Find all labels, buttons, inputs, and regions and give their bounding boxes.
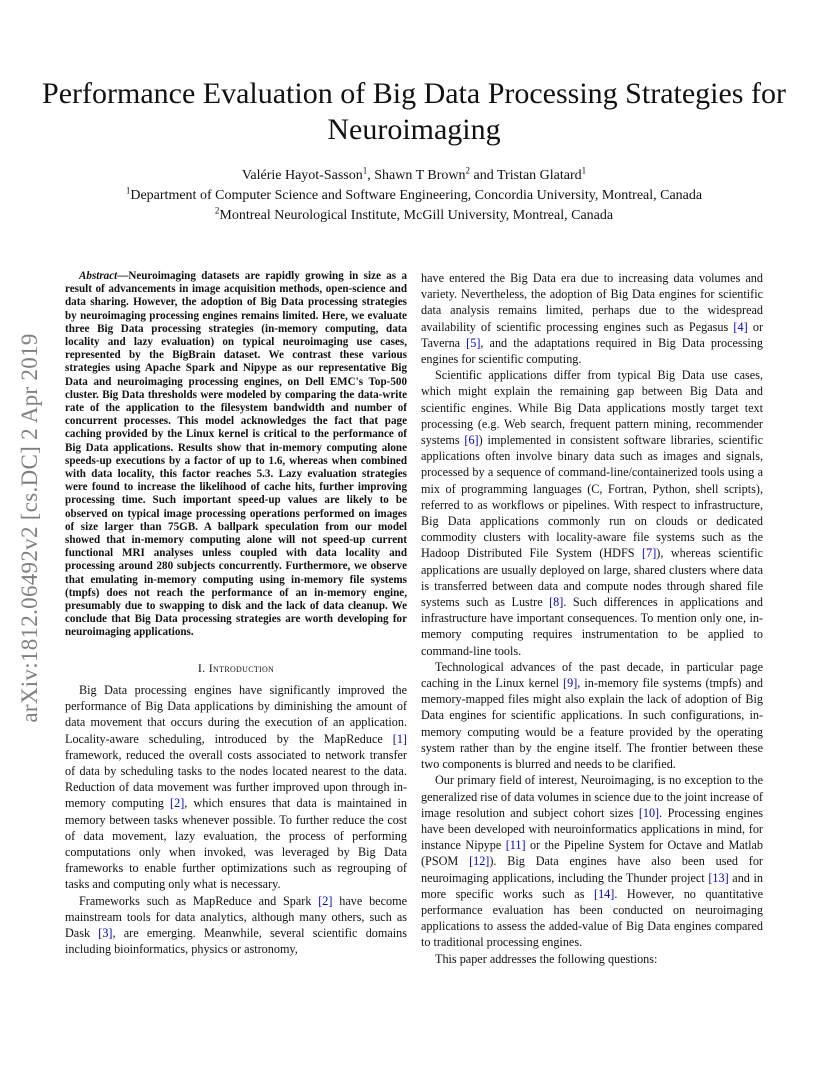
- paragraph-text: , which ensures that data is maintained in memory between tasks whenever possible. To further reduce the cost of data movement, lazy evaluation, the process of performing computations only when invoked, was leveraged by Big Data frameworks to enable further optimizations such as regrouping of tasks and computing only what is necessary.: [65, 796, 407, 892]
- left-column: [65, 270, 407, 957]
- paragraph-text: , in-memory file systems (tmpfs) and memory-mapped files might also explain the lack of adoption of Big Data engines for scientific applications. In such configurations, in-memory computing would be a feature provided by the operating system rather than by the engine itself. The frontier between these two components is blurred and needs to be clarified.: [421, 676, 763, 772]
- right-column: [421, 270, 763, 967]
- affiliation-text: Montreal Neurological Institute, McGill University, Montreal, Canada: [219, 208, 614, 223]
- citation-link[interactable]: [7]: [642, 546, 657, 561]
- citation-link[interactable]: [4]: [733, 319, 748, 334]
- paragraph-text: ). Big Data engines have also been used for neuroimaging applications, including the Thunder project: [421, 854, 763, 885]
- paragraph-text: or the Pipeline System for Octave and Matlab (PSOM: [421, 838, 763, 869]
- affiliation-2: [40, 206, 788, 226]
- affiliation-marker: 1: [362, 165, 368, 176]
- abstract-text: —Neuroimaging datasets are rapidly growing in size as a result of advancements in image acquisition methods, open-science and data sharing. However, the adoption of Big Data processing strategies by neuroimaging processing engines remains limited. Here, we evaluate three Big Data processing strategies (in-memory computing, data locality and lazy evaluation) on typical neuroimaging use cases, represented by the BigBrain dataset. We contrast these various strategies using Apache Spark and Nipype as our representative Big Data and neuroimaging processing engines, on Dell EMC's Top-500 cluster. Big Data thresholds were modeled by comparing the data-write rate of the application to the filesystem bandwidth and number of concurrent processes. This model acknowledges the fact that page caching provided by the Linux kernel is critical to the performance of Big Data applications. Results show that in-memory computing alone speeds-up executions by a factor of up to 1.6, whereas when combined with data locality, this factor reaches 5.3. Lazy evaluation strategies were found to increase the likelihood of cache hits, further improving processing time. Such important speed-up values are likely to be observed on typical image processing operations performed on images of size larger than 75GB. A ballpark speculation from our model showed that in-memory computing alone will not speed-up current functional MRI analyses unless coupled with data locality and processing around 280 subjects concurrently. Furthermore, we observe that emulating in-memory computing using in-memory file systems (tmpfs) does not reach the performance of an in-memory engine, presumably due to swapping to disk and the lack of data cleanup. We conclude that Big Data processing strategies are worth developing for neuroimaging applications.: [65, 270, 407, 639]
- affiliation-1: [40, 186, 788, 206]
- author-line: [40, 166, 788, 186]
- arxiv-identifier-stamp: [0, 298, 60, 758]
- body-paragraph: [421, 772, 763, 950]
- paragraph-text: Scientific applications differ from typical Big Data use cases, which might explain the remaining gap between Big Data and scientific engines. While Big Data applications mostly target text processing (e.g. Web search, frequent pattern mining, recommender systems: [421, 368, 763, 448]
- paragraph-text: . Processing engines have been developed with neuroinformatics applications in mind, for instance Nipype: [421, 805, 763, 853]
- body-paragraph: [421, 367, 763, 659]
- paragraph-text: ) implemented in consistent software libraries, scientific applications often involve binary data such as images and signals, processed by a sequence of command-line/containerized tools using a mix of programming languages (C, Fortran, Python, shell scripts), referred to as workflows or pipelines. With respect to infrastructure, Big Data applications commonly run on clouds or dedicated commodity clusters with locality-aware file systems such as the Hadoop Distributed File System (HDFS: [421, 433, 763, 561]
- arxiv-identifier: arXiv:1812.06492v2 [cs.DC] 2 Apr 2019: [17, 333, 42, 723]
- citation-link[interactable]: [11]: [505, 838, 526, 853]
- section-title: Introduction: [208, 660, 275, 675]
- citation-link[interactable]: [1]: [392, 731, 407, 746]
- citation-link[interactable]: [6]: [464, 433, 479, 448]
- section-heading-introduction: [65, 660, 407, 676]
- paragraph-text: Our primary field of interest, Neuroimaging, is no exception to the generalized rise of data volumes in science due to the joint increase of image resolution and subject cohort sizes: [421, 773, 763, 820]
- citation-link[interactable]: [3]: [98, 925, 113, 940]
- abstract: [65, 270, 407, 640]
- abstract-label: Abstract: [79, 270, 118, 282]
- affiliation-text: Department of Computer Science and Software Engineering, Concordia University, Montreal, Canada: [130, 188, 703, 203]
- affiliation-marker: 1: [125, 185, 131, 196]
- affiliation-marker: 2: [214, 205, 220, 216]
- paragraph-text: Frameworks such as MapReduce and Spark: [79, 893, 319, 908]
- paragraph-text: This paper addresses the following questions:: [435, 951, 658, 966]
- citation-link[interactable]: [12]: [469, 854, 490, 869]
- body-paragraph: [421, 659, 763, 772]
- author-separator: ,: [367, 168, 375, 183]
- author-block: [40, 166, 788, 226]
- citation-link[interactable]: [2]: [318, 893, 333, 908]
- citation-link[interactable]: [2]: [170, 796, 185, 811]
- author-name: Shawn T Brown: [374, 168, 466, 183]
- paragraph-text: , are emerging. Meanwhile, several scientific domains including bioinformatics, physics or astronomy,: [65, 925, 407, 957]
- body-paragraph: [65, 682, 407, 893]
- paragraph-text: Technological advances of the past decade, in particular page caching in the Linux kernel: [421, 659, 763, 691]
- left-column-body: [65, 682, 407, 957]
- author-name: Tristan Glatard: [497, 168, 582, 183]
- paragraph-text: have entered the Big Data era due to increasing data volumes and variety. Nevertheless, the adoption of Big Data engines for scientific data analysis remains limited, perhaps due to the widespread availability of scientific processing engines such as Pegasus: [421, 271, 763, 334]
- paragraph-text: Big Data processing engines have significantly improved the performance of Big Data applications by diminishing the amount of data movement that occurs during the execution of an application. Locality-aware scheduling, introduced by the MapReduce: [65, 682, 407, 746]
- paragraph-text: have become mainstream tools for data analytics, although many others, such as Dask: [65, 893, 407, 940]
- paragraph-text: . However, no quantitative performance evaluation has been conducted on neuroimaging applications to assess the added-value of Big Data engines compared to traditional processing engines.: [421, 886, 763, 950]
- body-paragraph: [65, 893, 407, 958]
- right-column-body: [421, 270, 763, 967]
- section-number: I.: [197, 660, 209, 675]
- citation-link[interactable]: [9]: [563, 676, 578, 691]
- paragraph-text: or Taverna: [421, 319, 763, 350]
- citation-link[interactable]: [8]: [549, 595, 564, 610]
- author-name: Valérie Hayot-Sasson: [241, 168, 363, 183]
- paper-title: Performance Evaluation of Big Data Processing Strategies for Neuroimaging: [42, 77, 786, 146]
- citation-link[interactable]: [13]: [708, 870, 729, 885]
- paragraph-text: , and the adaptations required in Big Data processing engines for scientific computing.: [421, 335, 763, 367]
- citation-link[interactable]: [14]: [594, 886, 615, 901]
- affiliation-marker: 2: [465, 165, 471, 176]
- paragraph-text: ), whereas scientific applications are usually deployed on large, shared clusters where data is transferred between data and compute nodes through shared file systems such as Lustre: [421, 546, 763, 610]
- paragraph-text: and in more specific works such as: [421, 870, 764, 901]
- affiliation-marker: 1: [581, 165, 587, 176]
- author-separator: and: [470, 168, 497, 183]
- citation-link[interactable]: [5]: [466, 335, 481, 350]
- paragraph-text: framework, reduced the overall costs associated to network transfer of data by scheduling tasks to the nodes located nearest to the data. Reduction of data movement was further improved upon through in-memory computing: [65, 747, 407, 811]
- body-paragraph: [421, 951, 763, 967]
- body-paragraph: [421, 270, 763, 367]
- paragraph-text: . Such differences in applications and infrastructure have important consequences. To mention only one, in-memory computing requires instrumentation to be applied to command-line tools.: [421, 595, 763, 658]
- citation-link[interactable]: [10]: [638, 805, 660, 820]
